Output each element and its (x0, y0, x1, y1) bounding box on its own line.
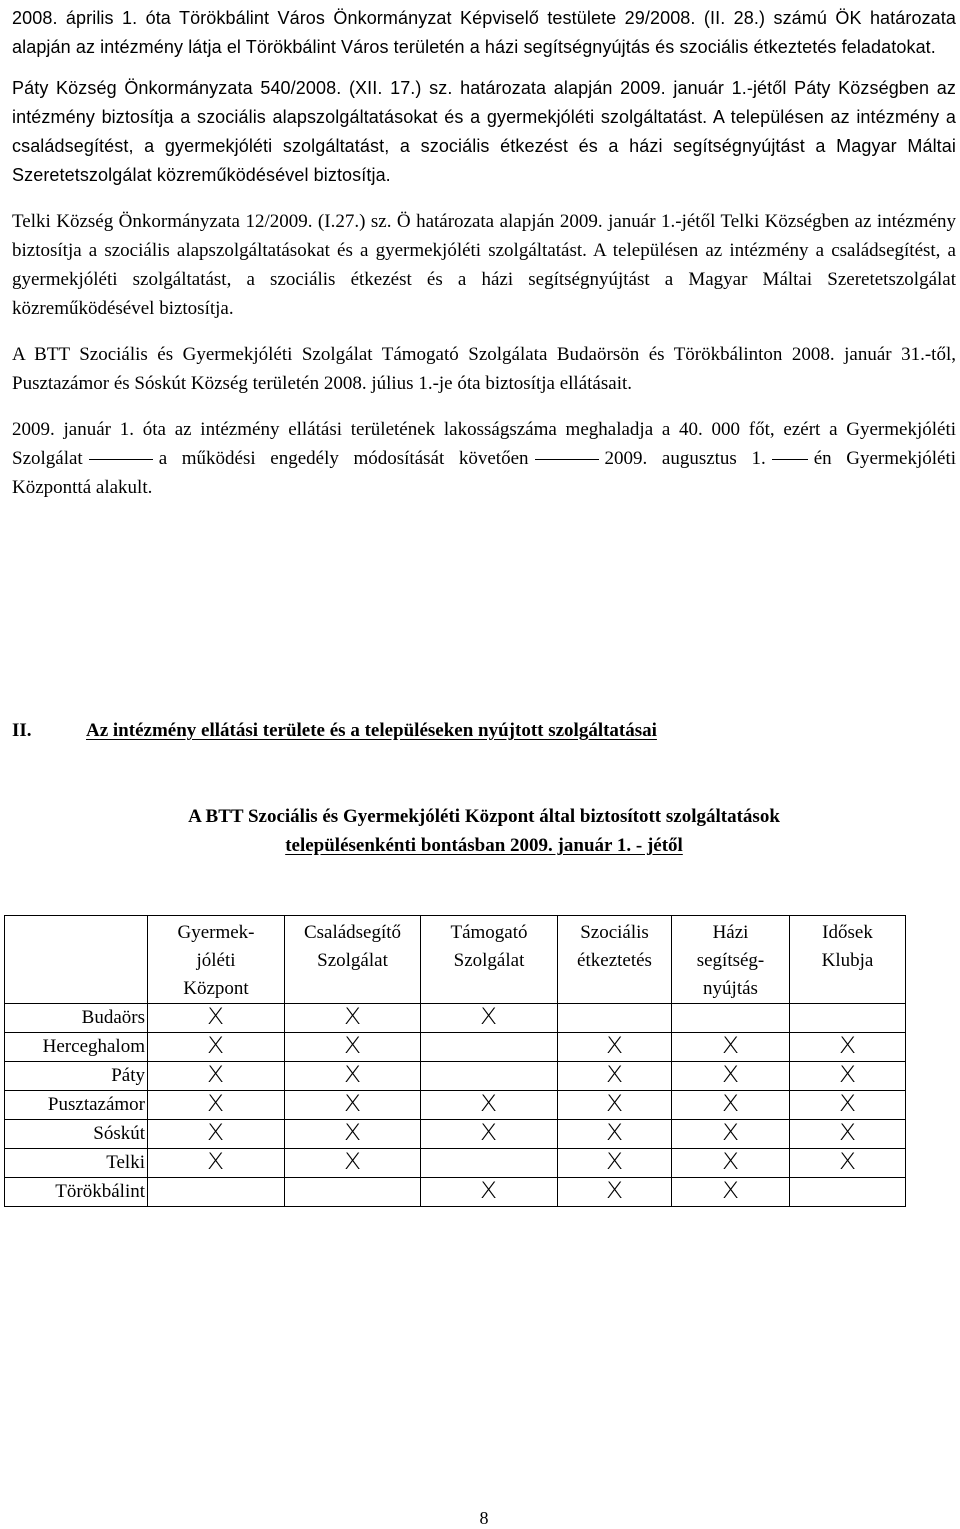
header-line: segítség- (696, 950, 765, 971)
service-mark: X (838, 1033, 857, 1059)
service-cell (148, 1149, 285, 1178)
header-line: Központ (183, 978, 249, 999)
service-mark: X (207, 1004, 225, 1030)
town-name: Herceghalom (5, 1033, 148, 1062)
town-name: Pusztazámor (5, 1091, 148, 1120)
service-cell (558, 1062, 672, 1091)
service-mark: X (343, 1004, 362, 1030)
service-cell (672, 1062, 790, 1091)
en-dash (772, 459, 808, 460)
service-mark: X (343, 1149, 362, 1175)
header-line: Családsegítő (303, 922, 402, 943)
service-cell (672, 1149, 790, 1178)
service-cell (790, 1062, 906, 1091)
header-csaladsegito (285, 916, 421, 1004)
service-cell (790, 1149, 906, 1178)
service-cell (790, 1120, 906, 1149)
town-name: Páty (5, 1062, 148, 1091)
town-name: Telki (5, 1149, 148, 1178)
service-cell (285, 1120, 421, 1149)
document-page (12, 4, 956, 502)
header-line: Szolgálat (453, 950, 525, 971)
section-number: II. (12, 720, 32, 741)
town-name: Törökbálint (5, 1178, 148, 1207)
service-mark: X (838, 1149, 857, 1175)
service-cell (285, 1149, 421, 1178)
header-tamogato (421, 916, 558, 1004)
service-mark: X (838, 1062, 857, 1088)
service-mark: X (343, 1062, 362, 1088)
paragraph-paty-serif: A településen az intézmény a családsegítést, a gyermekjóléti szolgáltatást, a szociális étkezést és a házi segítségnyújtást a Magyar Máltai Szeretetszolgálat közreműködésével biztosítja. (12, 107, 956, 185)
service-mark: X (605, 1062, 624, 1088)
paragraph-torokbalint: 2008. április 1. óta Törökbálint Város Önkormányzat Képviselő testülete 29/2008. (II. 28.) számú ÖK határozata alapján az intézmény látja el Törökbálint Város területén a házi segítségnyújtás és szociális étkeztetés feladatokat. (12, 8, 956, 57)
service-cell (148, 1091, 285, 1120)
table-title-line-1: A BTT Szociális és Gyermekjóléti Központ által biztosított szolgáltatások (188, 806, 780, 827)
service-cell (421, 1004, 558, 1033)
service-cell (558, 1120, 672, 1149)
service-cell (285, 1178, 421, 1207)
service-cell (285, 1033, 421, 1062)
header-line: Klubja (821, 950, 874, 971)
table-title-line-2: településenkénti bontásban 2009. január 1. - jétől (285, 835, 683, 856)
header-line: Gyermek- (177, 922, 255, 943)
table-row (5, 1120, 906, 1149)
service-mark: X (721, 1033, 740, 1059)
table-row (5, 1004, 906, 1033)
em-dash (535, 459, 599, 460)
service-cell (421, 1062, 558, 1091)
paragraph-paty-sans: Páty Község Önkormányzata 540/2008. (XII. 17.) sz. határozata alapján 2009. január 1.-jétől Páty Községben az intézmény biztosítja a szociális alapszolgáltatásokat és a gyermekjóléti szolgáltatást. (12, 78, 956, 127)
service-cell (558, 1178, 672, 1207)
service-cell (672, 1091, 790, 1120)
service-mark: X (343, 1091, 362, 1117)
service-cell (421, 1149, 558, 1178)
paragraph-kozpont (12, 415, 956, 502)
service-cell (148, 1120, 285, 1149)
table-row (5, 1178, 906, 1207)
em-dash (89, 459, 153, 460)
header-line: Támogató (450, 922, 528, 943)
section-title: Az intézmény ellátási területe és a településeken nyújtott szolgáltatásai (86, 720, 657, 741)
service-mark: X (838, 1120, 857, 1146)
service-cell (421, 1033, 558, 1062)
service-mark: X (721, 1062, 740, 1088)
service-cell (285, 1062, 421, 1091)
service-mark: X (605, 1149, 624, 1175)
header-idosek (790, 916, 906, 1004)
paragraph-kozpont-c: 2009. augusztus 1. (604, 448, 766, 469)
header-corner (5, 916, 148, 1004)
paragraph-tamogato: A BTT Szociális és Gyermekjóléti Szolgálat Támogató Szolgálata Budaörsön és Törökbálinton 2008. január 31.-től, Pusztazámor és Sóskút Község területén 2008. július 1.-je óta biztosítja ellátásait. (12, 344, 956, 394)
header-line: Szolgálat (317, 950, 388, 971)
service-mark: X (480, 1178, 498, 1204)
table-row (5, 1149, 906, 1178)
page-number: 8 (479, 1508, 489, 1528)
service-cell (790, 1004, 906, 1033)
service-mark: X (207, 1120, 225, 1146)
paragraph-telki: Telki Község Önkormányzata 12/2009. (I.27.) sz. Ö határozata alapján 2009. január 1.-jétől Telki Községben az intézmény biztosítja a szociális alapszolgáltatásokat és a gyermekjóléti szolgáltatást. A településen az intézmény a családsegítést, a gyermekjóléti szolgáltatást, a szociális étkezést és a házi segítségnyújtást a Magyar Máltai Szeretetszolgálat közreműködésével biztosítja. (12, 211, 956, 319)
header-line: nyújtás (703, 978, 758, 999)
services-table (4, 915, 906, 1207)
service-mark: X (207, 1149, 225, 1175)
service-cell (148, 1033, 285, 1062)
service-cell (148, 1004, 285, 1033)
table-row (5, 1033, 906, 1062)
service-mark: X (207, 1091, 225, 1117)
service-cell (421, 1120, 558, 1149)
service-cell (148, 1062, 285, 1091)
service-mark: X (721, 1149, 740, 1175)
service-cell (558, 1091, 672, 1120)
service-cell (285, 1004, 421, 1033)
service-mark: X (605, 1178, 624, 1204)
service-mark: X (605, 1120, 624, 1146)
table-row (5, 1062, 906, 1091)
service-mark: X (207, 1033, 225, 1059)
service-mark: X (605, 1033, 624, 1059)
table-row (5, 1091, 906, 1120)
service-cell (558, 1033, 672, 1062)
service-mark: X (838, 1091, 857, 1117)
header-hazi (672, 916, 790, 1004)
paragraph-paty (12, 74, 956, 190)
service-cell (148, 1178, 285, 1207)
service-mark: X (480, 1004, 498, 1030)
header-line: Házi (712, 922, 749, 943)
service-cell (421, 1091, 558, 1120)
table-title (0, 802, 960, 860)
service-cell (672, 1004, 790, 1033)
service-cell (790, 1091, 906, 1120)
service-cell (790, 1033, 906, 1062)
town-name: Budaörs (5, 1004, 148, 1033)
service-mark: X (721, 1178, 740, 1204)
paragraph-kozpont-a: 2009. január 1. óta az intézmény ellátási területének lakosságszáma meghaladja a 40. 000 főt, ezért a Gyermekjóléti Szolgálat (12, 419, 956, 469)
service-cell (672, 1178, 790, 1207)
service-mark: X (721, 1091, 740, 1117)
header-line: Szociális (580, 922, 649, 943)
service-mark: X (721, 1120, 740, 1146)
service-cell (672, 1120, 790, 1149)
service-mark: X (343, 1033, 362, 1059)
service-cell (558, 1004, 672, 1033)
service-cell (421, 1178, 558, 1207)
town-name: Sóskút (5, 1120, 148, 1149)
service-mark: X (605, 1091, 624, 1117)
service-cell (790, 1178, 906, 1207)
header-line: jóléti (196, 950, 236, 971)
header-etkeztetes (558, 916, 672, 1004)
header-gyermekjoleti (148, 916, 285, 1004)
service-cell (558, 1149, 672, 1178)
paragraph-kozpont-d: én Gyermekjóléti Központtá alakult. (12, 448, 957, 498)
service-mark: X (343, 1120, 362, 1146)
table-header-row (5, 916, 906, 1004)
paragraph-kozpont-b: a működési engedély módosítását követően (158, 448, 529, 469)
service-mark: X (207, 1062, 225, 1088)
header-line: étkeztetés (577, 950, 652, 971)
service-mark: X (480, 1091, 498, 1117)
service-mark: X (480, 1120, 498, 1146)
service-cell (672, 1033, 790, 1062)
service-cell (285, 1091, 421, 1120)
header-line: Idősek (822, 922, 873, 943)
